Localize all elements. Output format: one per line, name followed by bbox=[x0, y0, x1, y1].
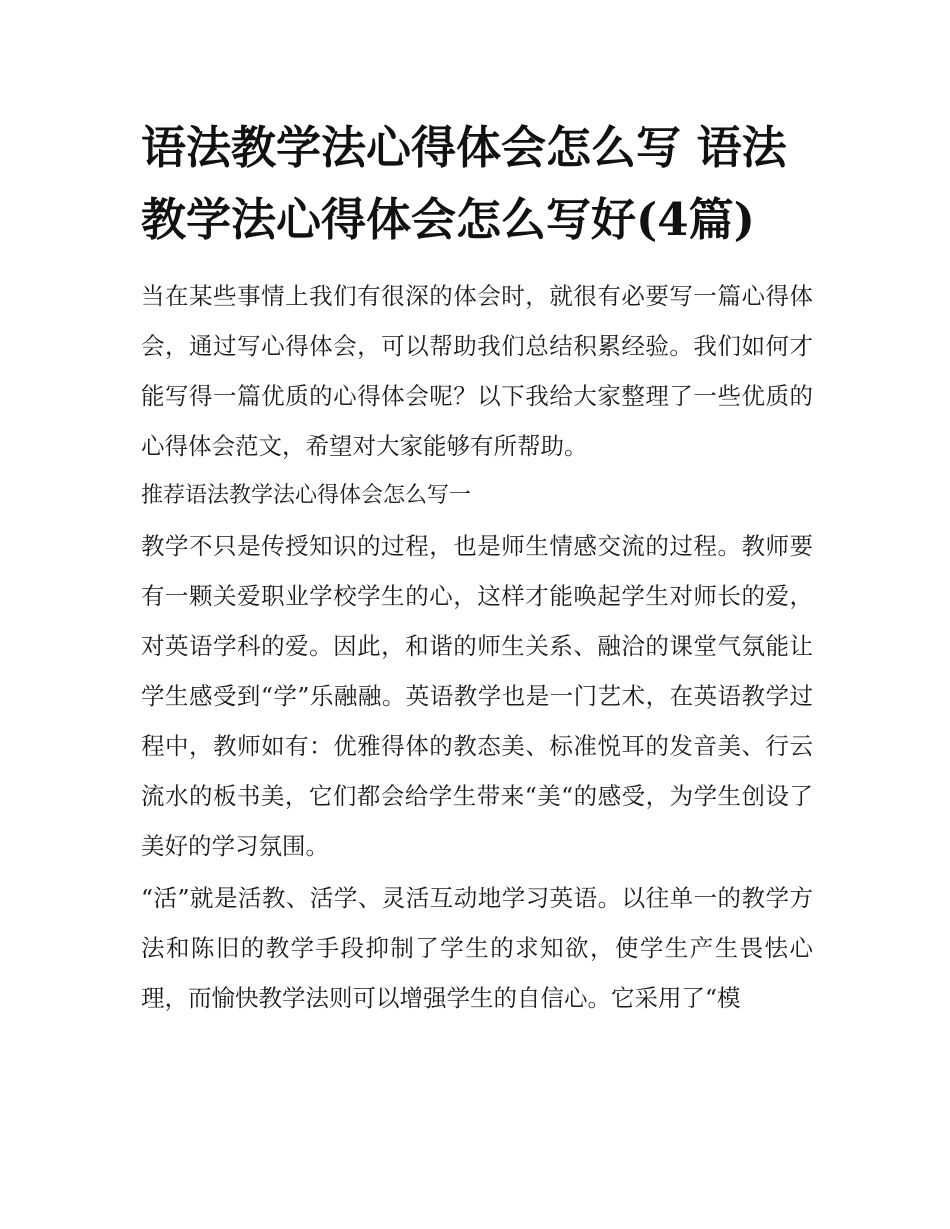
intro-paragraph: 当在某些事情上我们有很深的体会时，就很有必要写一篇心得体会，通过写心得体会，可以帮助我们总结积累经验。我们如何才能写得一篇优质的心得体会呢？以下我给大家整理了一些优质的心得体会范文，希望对大家能够有所帮助。 bbox=[141, 282, 813, 460]
document-body bbox=[141, 271, 813, 1023]
document-title: 语法教学法心得体会怎么写 语法教学法心得体会怎么写好(4篇) bbox=[141, 121, 787, 246]
body-paragraph: “活”就是活教、活学、灵活互动地学习英语。以往单一的教学方法和陈旧的教学手段抑制了学生的求知欲，使学生产生畏怯心理，而愉快教学法则可以增强学生的自信心。它采用了“模 bbox=[141, 884, 813, 1012]
section-heading: 推荐语法教学法心得体会怎么写一 bbox=[141, 483, 472, 508]
document-content bbox=[141, 112, 813, 1025]
body-paragraph: 教学不只是传授知识的过程，也是师生情感交流的过程。教师要有一颗关爱职业学校学生的心，这样才能唤起学生对师长的爱，对英语学科的爱。因此，和谐的师生关系、融洽的课堂气氛能让学生感受到“学”乐融融。英语教学也是一门艺术，在英语教学过程中，教师如有：优雅得体的教态美、标准悦耳的发音美、行云流水的板书美，它们都会给学生带来“美“的感受，为学生创设了美好的学习氛围。 bbox=[141, 532, 813, 860]
